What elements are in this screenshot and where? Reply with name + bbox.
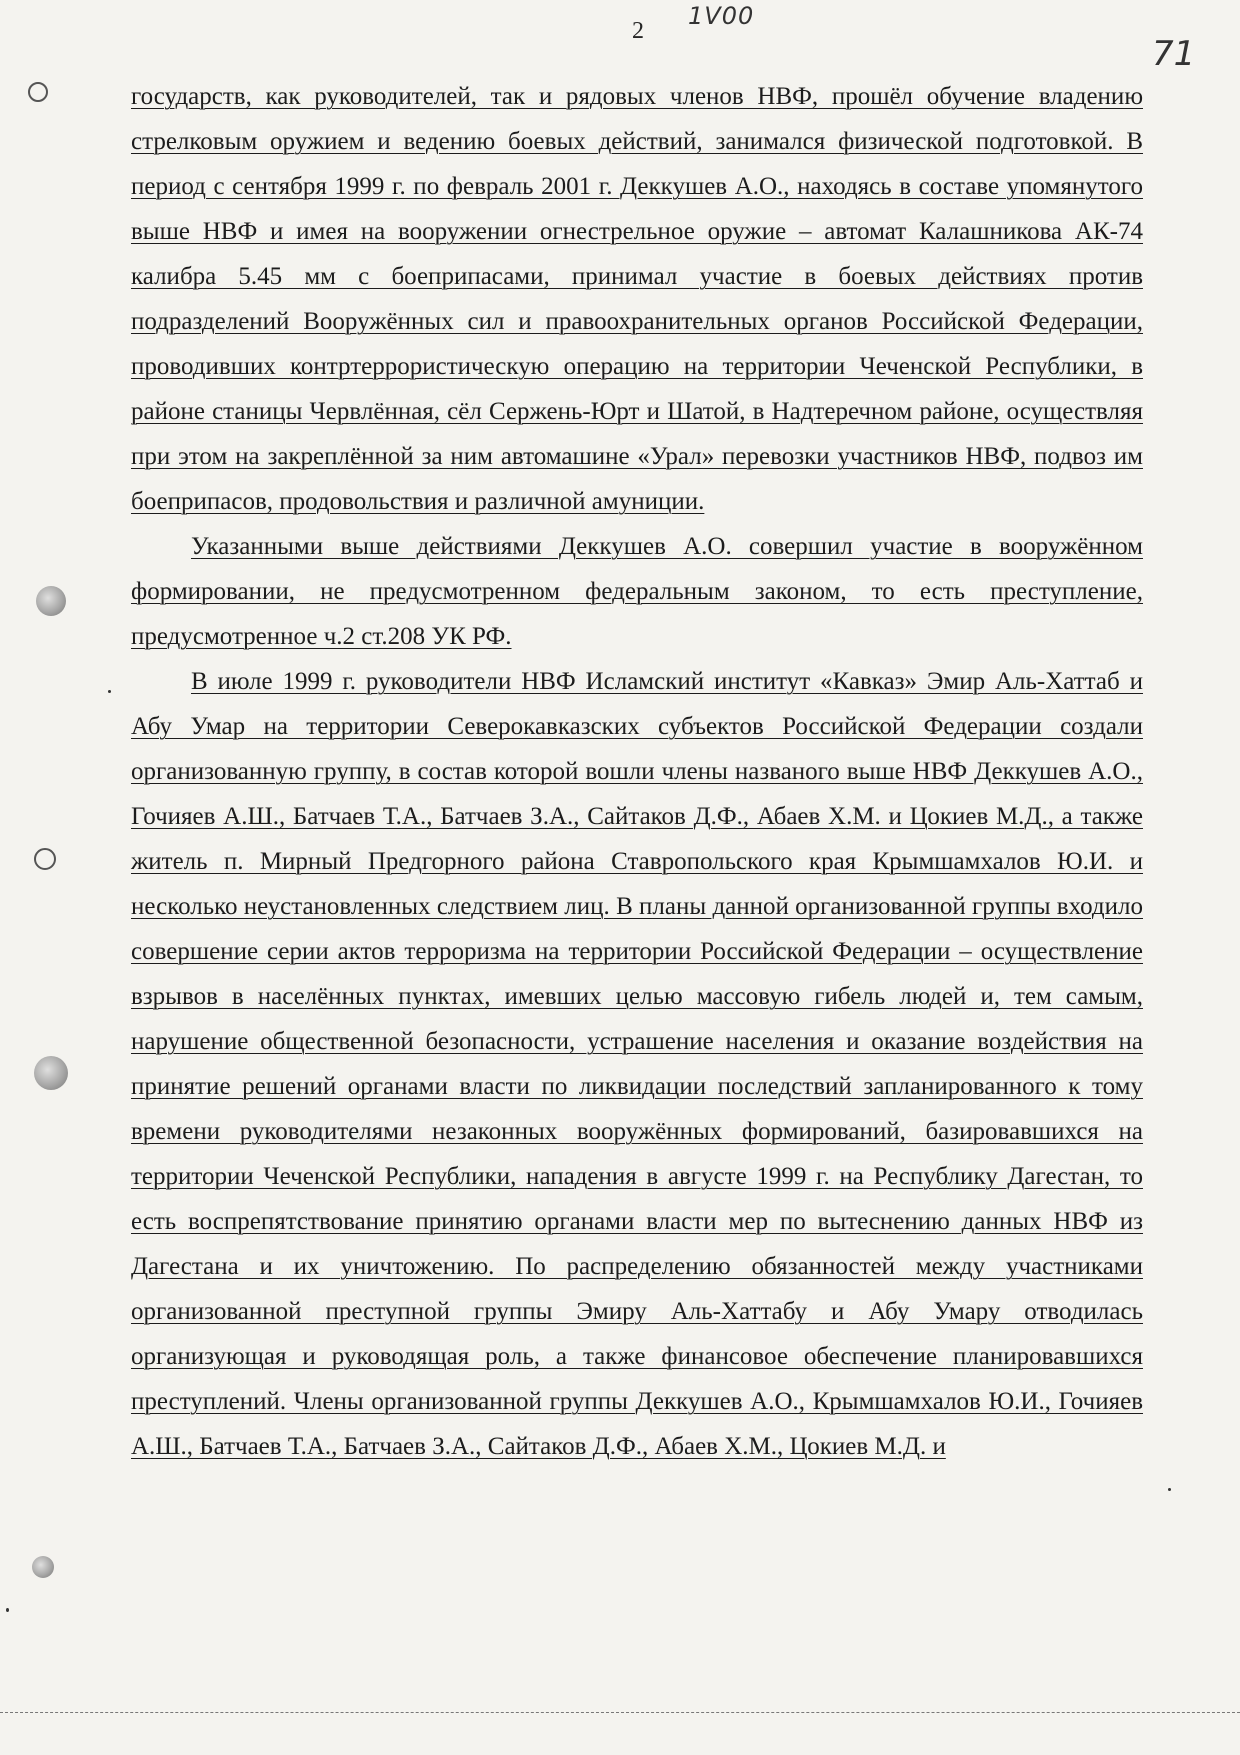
document-body [131, 74, 1143, 1469]
punch-hole-mark [32, 1556, 54, 1578]
punch-hole-mark [34, 848, 56, 870]
page-edge-line [0, 1712, 1240, 1713]
punch-hole-mark [34, 1056, 68, 1090]
paragraph: В июле 1999 г. руководители НВФ Исламский институт «Кавказ» Эмир Аль-Хаттаб и Абу Умар на территории Северокавказских субъектов Российской Федерации создали организованную группу, в состав которой вошли члены названого выше НВФ Деккушев А.О., Гочияев А.Ш., Батчаев Т.А., Батчаев З.А., Сайтаков Д.Ф., Абаев Х.М. и Цокиев М.Д., а также житель п. Мирный Предгорного района Ставропольского края Крымшамхалов Ю.И. и несколько неустановленных следствием лиц. В планы данной организованной группы входило совершение серии актов терроризма на территории Российской Федерации – осуществление взрывов в населённых пунктах, имевших целью массовую гибель людей и, тем самым, нарушение общественной безопасности, устрашение населения и оказание воздействия на принятие решений органами власти по ликвидации последствий запланированного к тому времени руководителями незаконных вооружённых формирований, базировавшихся на территории Чеченской Республики, нападения в августе 1999 г. на Республику Дагестан, то есть воспрепятствование принятию органами власти мер по вытеснению данных НВФ из Дагестана и их уничтожению. По распределению обязанностей между участниками организованной преступной группы Эмиру Аль-Хаттабу и Абу Умару отводилась организующая и руководящая роль, а также финансовое обеспечение планировавшихся преступлений. Члены организованной группы Деккушев А.О., Крымшамхалов Ю.И., Гочияев А.Ш., Батчаев Т.А., Батчаев З.А., Сайтаков Д.Ф., Абаев Х.М., Цокиев М.Д. и [131, 668, 1143, 1460]
speck-mark [1168, 1488, 1171, 1491]
paragraph: Указанными выше действиями Деккушев А.О. совершил участие в вооружённом формировании, не предусмотренном федеральным законом, то есть преступление, предусмотренное ч.2 ст.208 УК РФ. [131, 533, 1143, 650]
punch-hole-mark [36, 586, 66, 616]
page-number: 2 [632, 18, 644, 44]
handwritten-sheet-number: 71 [1152, 34, 1196, 74]
speck-mark [6, 1608, 9, 1612]
speck-mark [108, 690, 111, 693]
handwritten-annotation-top: 1V00 [688, 2, 755, 30]
paragraph: государств, как руководителей, так и рядовых членов НВФ, прошёл обучение владению стрелковым оружием и ведению боевых действий, занимался физической подготовкой. В период с сентября 1999 г. по февраль 2001 г. Деккушев А.О., находясь в составе упомянутого выше НВФ и имея на вооружении огнестрельное оружие – автомат Калашникова АК-74 калибра 5.45 мм с боеприпасами, принимал участие в боевых действиях против подразделений Вооружённых сил и правоохранительных органов Российской Федерации, проводивших контртеррористическую операцию на территории Чеченской Республики, в районе станицы Червлённая, сёл Сержень-Юрт и Шатой, в Надтеречном районе, осуществляя при этом на закреплённой за ним автомашине «Урал» перевозки участников НВФ, подвоз им боеприпасов, продовольствия и различной амуниции. [131, 83, 1143, 515]
punch-hole-mark [28, 82, 48, 102]
